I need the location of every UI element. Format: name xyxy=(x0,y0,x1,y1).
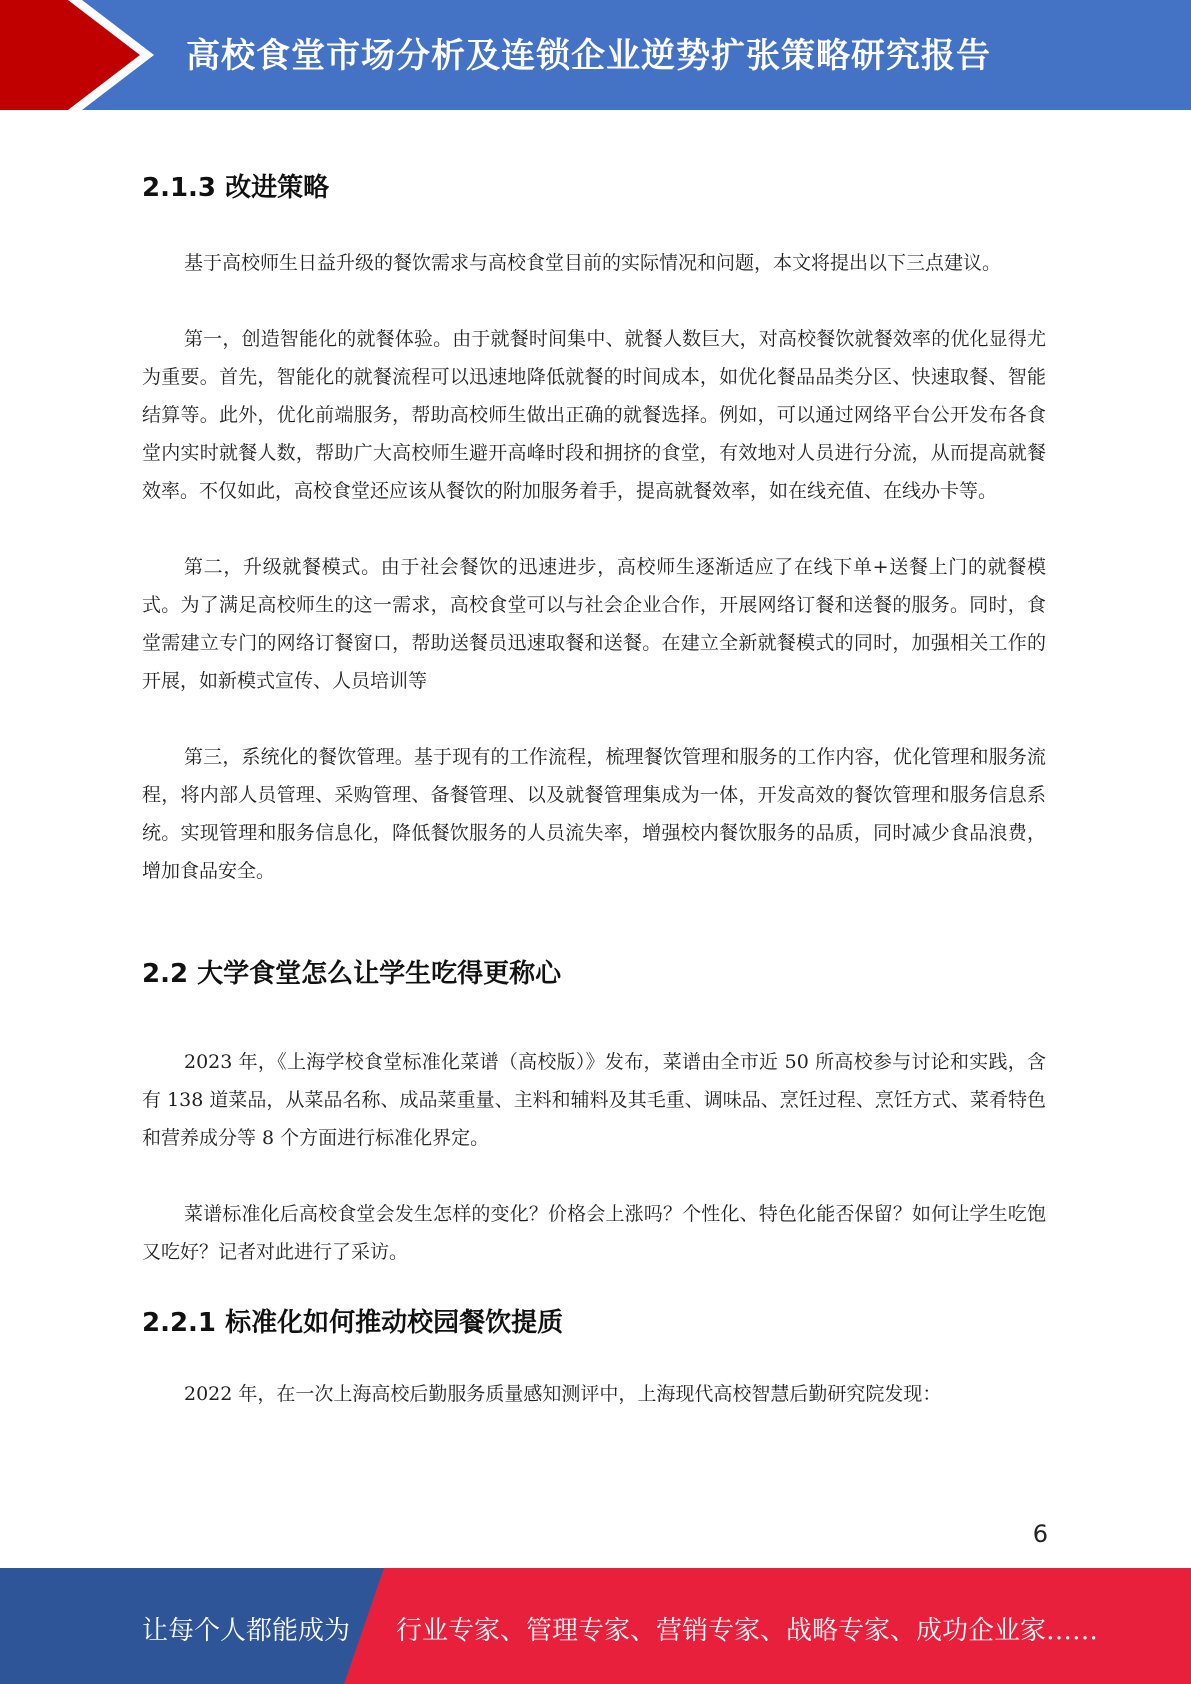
paragraph: 2022 年，在一次上海高校后勤服务质量感知测评中，上海现代高校智慧后勤研究院发现： xyxy=(184,1383,942,1406)
page-number: 6 xyxy=(1032,1520,1048,1548)
section-heading-2-1-3: 2.1.3 改进策略 xyxy=(142,173,330,203)
document-body xyxy=(142,150,1046,1413)
report-title: 高校食堂市场分析及连锁企业逆势扩张策略研究报告 xyxy=(186,36,991,76)
paragraph: 基于高校师生日益升级的餐饮需求与高校食堂目前的实际情况和问题，本文将提出以下三点建议。 xyxy=(184,252,1002,275)
footer-slogan-left: 让每个人都能成为 xyxy=(142,1616,351,1646)
paragraph: 第二，升级就餐模式。由于社会餐饮的迅速进步，高校师生逐渐适应了在线下单+送餐上门的就餐模式。为了满足高校师生的这一需求，高校食堂可以与社会企业合作，开展网络订餐和送餐的服务。同时，食堂需建立专门的网络订餐窗口，帮助送餐员迅速取餐和送餐。在建立全新就餐模式的同时，加强相关工作的开展，如新模式宣传、人员培训等 xyxy=(142,556,1046,693)
section-heading-2-2: 2.2 大学食堂怎么让学生吃得更称心 xyxy=(142,959,562,990)
paragraph: 第三，系统化的餐饮管理。基于现有的工作流程，梳理餐饮管理和服务的工作内容，优化管理和服务流程，将内部人员管理、采购管理、备餐管理、以及就餐管理集成为一体，开发高效的餐饮管理和服务信息系统。实现管理和服务信息化，降低餐饮服务的人员流失率，增强校内餐饮服务的品质，同时减少食品浪费，增加食品安全。 xyxy=(142,746,1046,883)
section-heading-2-2-1: 2.2.1 标准化如何推动校园餐饮提质 xyxy=(142,1307,564,1338)
paragraph: 2023 年，《上海学校食堂标准化菜谱（高校版）》发布，菜谱由全市近 50 所高校参与讨论和实践，含有 138 道菜品，从菜品名称、成品菜重量、主料和辅料及其毛重、调味品、烹饪过程、烹饪方式、菜肴特色和营养成分等 8 个方面进行标准化界定。 xyxy=(142,1050,1046,1149)
paragraph: 第一，创造智能化的就餐体验。由于就餐时间集中、就餐人数巨大，对高校餐饮就餐效率的优化显得尤为重要。首先，智能化的就餐流程可以迅速地降低就餐的时间成本，如优化餐品品类分区、快速取餐、智能结算等。此外，优化前端服务，帮助高校师生做出正确的就餐选择。例如，可以通过网络平台公开发布各食堂内实时就餐人数，帮助广大高校师生避开高峰时段和拥挤的食堂，有效地对人员进行分流，从而提高就餐效率。不仅如此，高校食堂还应该从餐饮的附加服务着手，提高就餐效率，如在线充值、在线办卡等。 xyxy=(142,328,1046,503)
page-header xyxy=(0,0,1191,110)
footer-slogan-right: 行业专家、管理专家、营销专家、战略专家、成功企业家…… xyxy=(396,1616,1099,1646)
page-footer xyxy=(0,1568,1191,1684)
paragraph: 菜谱标准化后高校食堂会发生怎样的变化？价格会上涨吗？个性化、特色化能否保留？如何让学生吃饱又吃好？记者对此进行了采访。 xyxy=(142,1202,1046,1263)
